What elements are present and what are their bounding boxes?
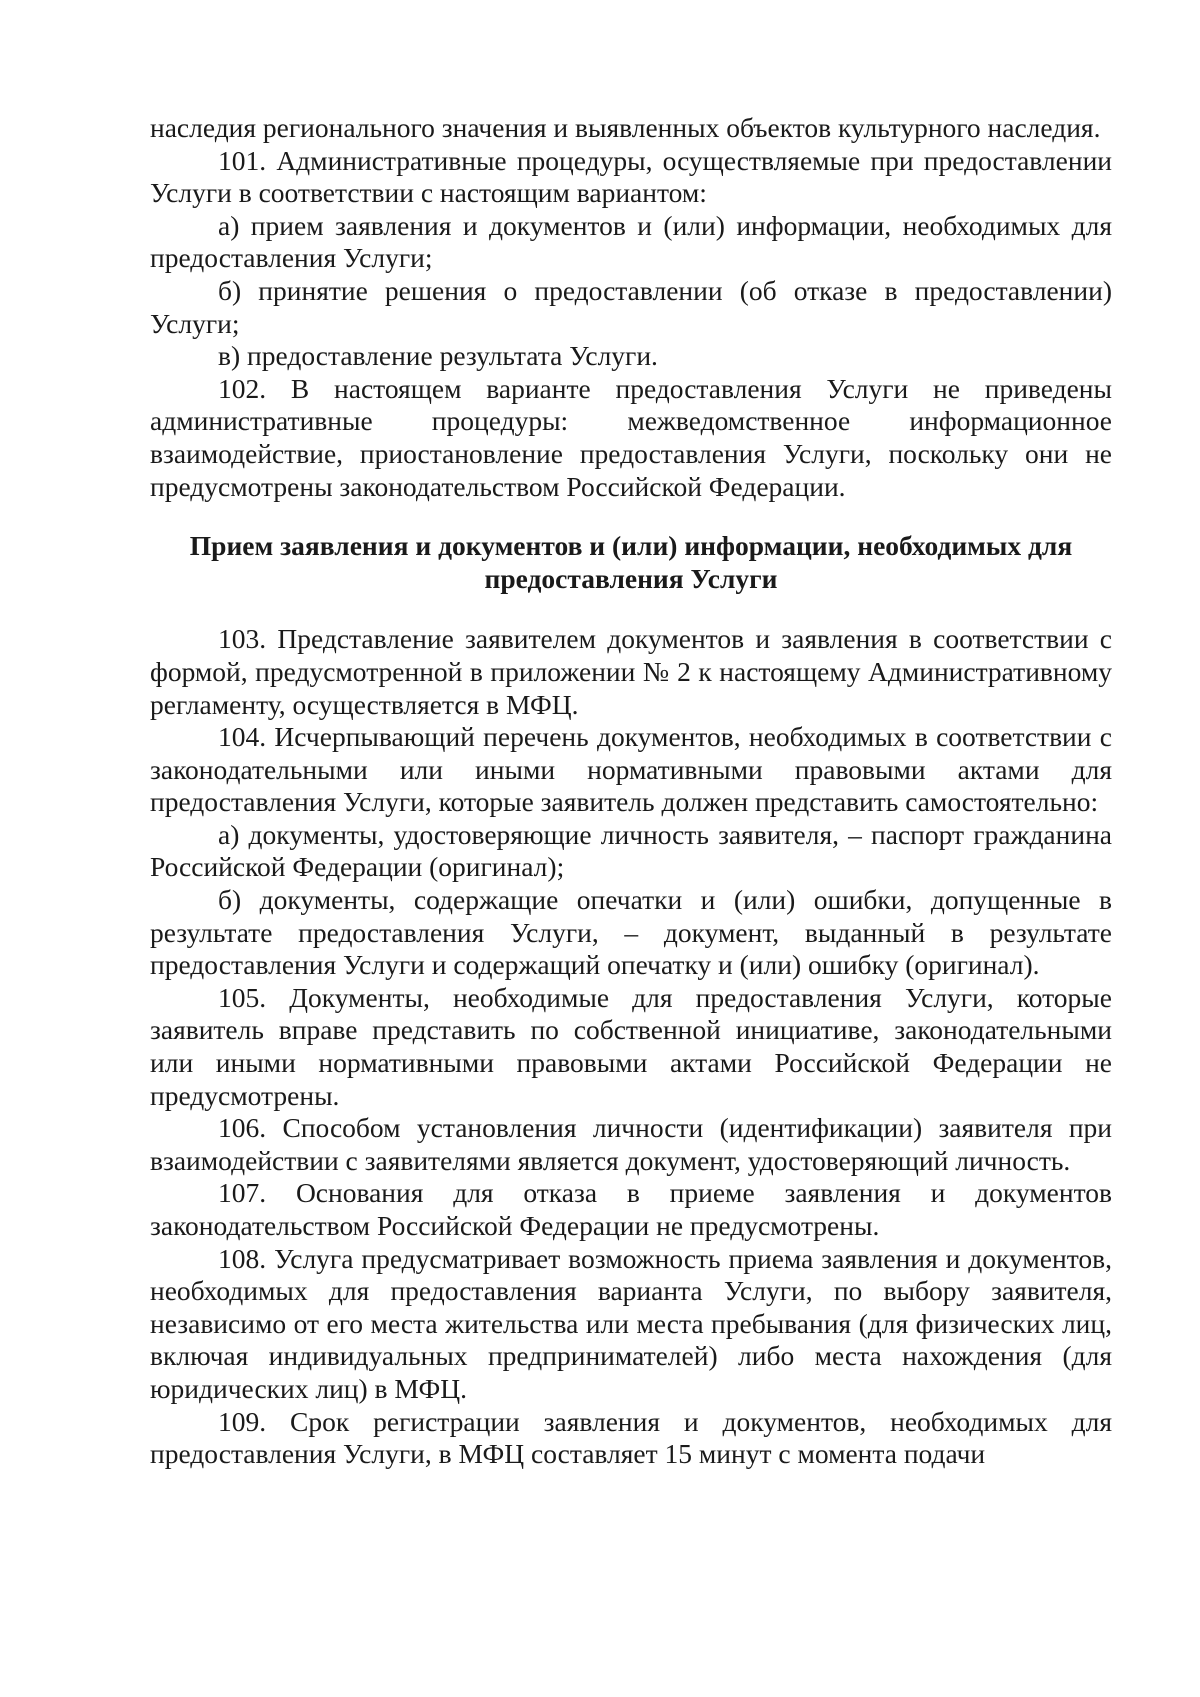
paragraph-102: 102. В настоящем варианте предоставления Услуги не приведены административные процедуры: межведомственное информационное взаимодействие, приостановление предоставления Услуги, поскольку они не предусмотрены законодательством Российской Федерации.	[150, 372, 1112, 502]
paragraph-104: 104. Исчерпывающий перечень документов, необходимых в соответствии с законодательными или иными нормативными правовыми актами для предоставления Услуги, которые заявитель должен представить самостоятельно:	[150, 721, 1112, 818]
paragraph-104-a: а) документы, удостоверяющие личность заявителя, – паспорт гражданина Российской Федерации (оригинал);	[150, 818, 1112, 883]
paragraph-101: 101. Административные процедуры, осуществляемые при предоставлении Услуги в соответствии с настоящим вариантом:	[150, 144, 1112, 209]
paragraph-105: 105. Документы, необходимые для предоставления Услуги, которые заявитель вправе представить по собственной инициативе, законодательными или иными нормативными правовыми актами Российской Федерации не предусмотрены.	[150, 981, 1112, 1111]
paragraph-106: 106. Способом установления личности (идентификации) заявителя при взаимодействии с заявителями является документ, удостоверяющий личность.	[150, 1112, 1112, 1176]
paragraph-101-c: в) предоставление результата Услуги.	[218, 340, 658, 372]
document-body	[150, 112, 1112, 1471]
paragraph-101-a: а) прием заявления и документов и (или) информации, необходимых для предоставления Услуги;	[150, 209, 1112, 274]
paragraph-108: 108. Услуга предусматривает возможность приема заявления и документов, необходимых для предоставления варианта Услуги, по выбору заявителя, независимо от его места жительства или места пребывания (для физических лиц, включая индивидуальных предпринимателей) либо места нахождения (для юридических лиц) в МФЦ.	[150, 1242, 1112, 1404]
paragraph-intro: наследия регионального значения и выявленных объектов культурного наследия.	[150, 112, 1101, 143]
paragraph-101-b: б) принятие решения о предоставлении (об отказе в предоставлении) Услуги;	[150, 274, 1112, 339]
paragraph-104-b: б) документы, содержащие опечатки и (или) ошибки, допущенные в результате предоставления Услуги, – документ, выданный в результате предоставления Услуги и содержащий опечатку и (или) ошибку (оригинал).	[150, 884, 1112, 981]
paragraph-109: 109. Срок регистрации заявления и документов, необходимых для предоставления Услуги, в МФЦ составляет 15 минут с момента подачи	[150, 1405, 1112, 1470]
paragraph-103: 103. Представление заявителем документов и заявления в соответствии с формой, предусмотренной в приложении № 2 к настоящему Административному регламенту, осуществляется в МФЦ.	[150, 623, 1112, 720]
section-heading: Прием заявления и документов и (или) информации, необходимых для предоставления Услуги	[189, 530, 1073, 594]
paragraph-107: 107. Основания для отказа в приеме заявления и документов законодательством Российской Федерации не предусмотрены.	[150, 1177, 1112, 1241]
